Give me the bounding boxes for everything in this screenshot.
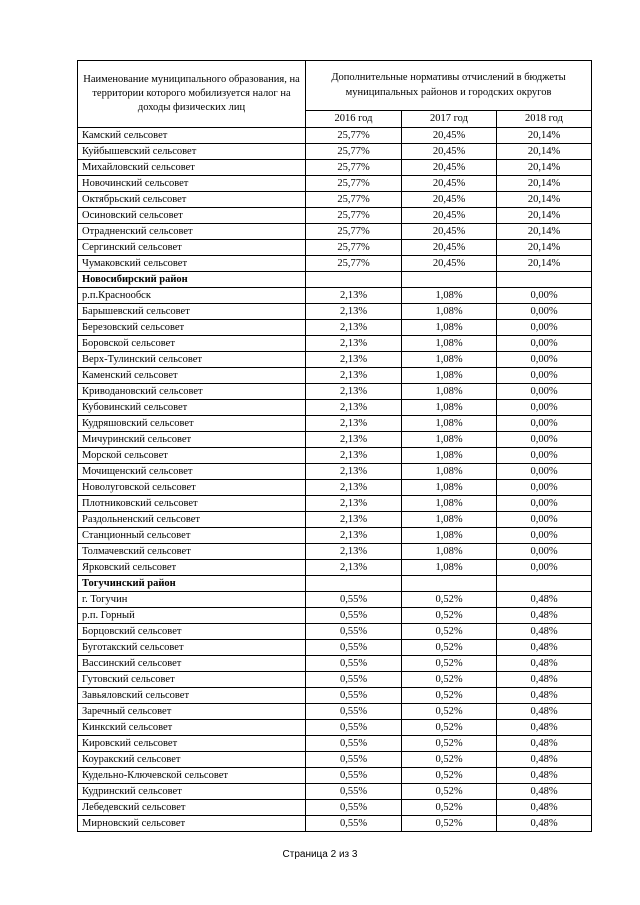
rate-cell: 25,77%	[306, 240, 402, 256]
rate-cell: 0,00%	[497, 512, 592, 528]
municipality-name: Каменский сельсовет	[78, 368, 306, 384]
rate-cell: 0,48%	[497, 640, 592, 656]
rate-cell: 2,13%	[306, 528, 402, 544]
municipality-name: Вассинский сельсовет	[78, 656, 306, 672]
municipality-name: Осиновский сельсовет	[78, 208, 306, 224]
table-row	[78, 400, 592, 416]
rate-cell: 25,77%	[306, 256, 402, 272]
table-row	[78, 160, 592, 176]
table-row	[78, 592, 592, 608]
rate-cell	[306, 272, 402, 288]
table-row	[78, 608, 592, 624]
rate-cell: 0,55%	[306, 592, 402, 608]
table-row	[78, 384, 592, 400]
rate-cell: 0,55%	[306, 624, 402, 640]
rate-cell: 0,52%	[402, 656, 497, 672]
rate-cell: 20,14%	[497, 144, 592, 160]
table-row	[78, 720, 592, 736]
rate-cell: 2,13%	[306, 544, 402, 560]
rate-cell: 0,00%	[497, 400, 592, 416]
rate-cell: 0,55%	[306, 640, 402, 656]
rate-cell: 25,77%	[306, 192, 402, 208]
rate-cell: 1,08%	[402, 464, 497, 480]
rate-cell: 0,52%	[402, 768, 497, 784]
rate-cell: 0,48%	[497, 656, 592, 672]
municipality-name: Плотниковский сельсовет	[78, 496, 306, 512]
rate-cell: 2,13%	[306, 560, 402, 576]
municipality-name: Верх-Тулинский сельсовет	[78, 352, 306, 368]
table-row	[78, 256, 592, 272]
rate-cell: 0,00%	[497, 320, 592, 336]
rate-cell: 20,45%	[402, 208, 497, 224]
rate-cell: 1,08%	[402, 384, 497, 400]
rate-cell: 0,48%	[497, 720, 592, 736]
table-row	[78, 624, 592, 640]
municipality-name: Кудельно-Ключевской сельсовет	[78, 768, 306, 784]
rate-cell: 0,00%	[497, 336, 592, 352]
table-row	[78, 416, 592, 432]
table-row	[78, 496, 592, 512]
table-row	[78, 432, 592, 448]
municipality-name: Кировский сельсовет	[78, 736, 306, 752]
municipality-name: Михайловский сельсовет	[78, 160, 306, 176]
rate-cell: 20,45%	[402, 224, 497, 240]
municipality-name: Морской сельсовет	[78, 448, 306, 464]
rate-cell: 1,08%	[402, 432, 497, 448]
rate-cell: 0,55%	[306, 816, 402, 832]
rate-cell: 0,55%	[306, 672, 402, 688]
column-header-year: 2018 год	[497, 110, 592, 127]
rate-cell: 20,14%	[497, 240, 592, 256]
rate-cell: 20,45%	[402, 192, 497, 208]
rate-cell: 0,55%	[306, 608, 402, 624]
rate-cell: 1,08%	[402, 368, 497, 384]
rate-cell	[306, 576, 402, 592]
rate-cell: 1,08%	[402, 448, 497, 464]
rate-cell: 0,52%	[402, 784, 497, 800]
municipality-name: Барышевский сельсовет	[78, 304, 306, 320]
rate-cell: 1,08%	[402, 336, 497, 352]
rate-cell: 2,13%	[306, 496, 402, 512]
table-row	[78, 448, 592, 464]
rate-cell: 0,48%	[497, 592, 592, 608]
municipality-name: р.п. Горный	[78, 608, 306, 624]
municipality-name: Коуракский сельсовет	[78, 752, 306, 768]
rate-cell: 0,00%	[497, 464, 592, 480]
rate-cell: 20,14%	[497, 208, 592, 224]
table-row	[78, 336, 592, 352]
municipality-name: Борцовский сельсовет	[78, 624, 306, 640]
municipality-name: Буготакский сельсовет	[78, 640, 306, 656]
rate-cell: 2,13%	[306, 464, 402, 480]
rate-cell: 1,08%	[402, 288, 497, 304]
municipality-name: Станционный сельсовет	[78, 528, 306, 544]
rate-cell: 0,52%	[402, 592, 497, 608]
column-header-municipality: Наименование муниципального образования, на территории которого мобилизуется налог на доходы физических лиц	[78, 61, 306, 128]
rate-cell: 0,55%	[306, 800, 402, 816]
rate-cell: 1,08%	[402, 304, 497, 320]
rate-cell: 25,77%	[306, 144, 402, 160]
table-row	[78, 480, 592, 496]
rate-cell: 0,55%	[306, 752, 402, 768]
table-row	[78, 688, 592, 704]
rate-cell: 1,08%	[402, 512, 497, 528]
rate-cell: 1,08%	[402, 320, 497, 336]
table-row	[78, 640, 592, 656]
page-number: Страница 2 из 3	[282, 849, 358, 860]
rate-cell: 2,13%	[306, 432, 402, 448]
table-row	[78, 544, 592, 560]
rate-cell: 0,00%	[497, 448, 592, 464]
rate-cell: 1,08%	[402, 416, 497, 432]
rate-cell: 20,14%	[497, 192, 592, 208]
rate-cell: 1,08%	[402, 560, 497, 576]
rate-cell: 0,00%	[497, 416, 592, 432]
rate-cell: 0,48%	[497, 672, 592, 688]
rate-cell: 2,13%	[306, 368, 402, 384]
table-row	[78, 128, 592, 144]
table-row	[78, 304, 592, 320]
municipality-name: Камский сельсовет	[78, 128, 306, 144]
municipality-name: Мичуринский сельсовет	[78, 432, 306, 448]
rate-cell: 20,14%	[497, 224, 592, 240]
rate-cell: 2,13%	[306, 288, 402, 304]
rate-cell: 0,00%	[497, 432, 592, 448]
rate-cell: 2,13%	[306, 400, 402, 416]
rate-cell: 0,52%	[402, 816, 497, 832]
rate-cell: 0,48%	[497, 608, 592, 624]
municipality-name: Боровской сельсовет	[78, 336, 306, 352]
rate-cell: 2,13%	[306, 336, 402, 352]
rate-cell: 0,00%	[497, 544, 592, 560]
rate-cell	[402, 576, 497, 592]
rate-cell	[402, 272, 497, 288]
rate-cell: 0,55%	[306, 704, 402, 720]
table-row	[78, 208, 592, 224]
rate-cell: 0,52%	[402, 688, 497, 704]
municipality-name: Новочинский сельсовет	[78, 176, 306, 192]
table-row	[78, 512, 592, 528]
rate-cell: 20,14%	[497, 176, 592, 192]
rate-cell: 0,00%	[497, 288, 592, 304]
table-row	[78, 192, 592, 208]
municipality-name: Раздольненский сельсовет	[78, 512, 306, 528]
rate-cell: 2,13%	[306, 512, 402, 528]
rate-cell: 1,08%	[402, 528, 497, 544]
municipality-name: Мирновский сельсовет	[78, 816, 306, 832]
municipality-name: Ярковский сельсовет	[78, 560, 306, 576]
region-header-row	[78, 576, 592, 592]
table-row	[78, 352, 592, 368]
rate-cell: 20,45%	[402, 144, 497, 160]
column-header-group: Дополнительные нормативы отчислений в бюджеты муниципальных районов и городских округов	[306, 61, 592, 111]
rate-cell	[497, 576, 592, 592]
rate-cell: 0,48%	[497, 752, 592, 768]
rate-cell: 0,52%	[402, 800, 497, 816]
rate-cell: 0,52%	[402, 672, 497, 688]
rate-cell: 2,13%	[306, 304, 402, 320]
rate-cell: 0,52%	[402, 608, 497, 624]
norms-table	[77, 60, 592, 832]
municipality-name: Кудряшовский сельсовет	[78, 416, 306, 432]
table-row	[78, 464, 592, 480]
municipality-name: Заречный сельсовет	[78, 704, 306, 720]
rate-cell: 0,48%	[497, 784, 592, 800]
rate-cell: 1,08%	[402, 496, 497, 512]
table-row	[78, 704, 592, 720]
rate-cell: 0,48%	[497, 688, 592, 704]
rate-cell: 20,45%	[402, 240, 497, 256]
municipality-name: г. Тогучин	[78, 592, 306, 608]
municipality-name: р.п.Краснообск	[78, 288, 306, 304]
region-header-row	[78, 272, 592, 288]
municipality-name: Криводановский сельсовет	[78, 384, 306, 400]
rate-cell: 0,55%	[306, 688, 402, 704]
rate-cell: 0,52%	[402, 704, 497, 720]
table-row	[78, 752, 592, 768]
municipality-name: Лебедевский сельсовет	[78, 800, 306, 816]
rate-cell: 20,45%	[402, 176, 497, 192]
region-name: Новосибирский район	[78, 272, 306, 288]
rate-cell: 0,48%	[497, 736, 592, 752]
rate-cell: 0,52%	[402, 736, 497, 752]
table-row	[78, 224, 592, 240]
rate-cell: 0,48%	[497, 816, 592, 832]
rate-cell: 0,48%	[497, 768, 592, 784]
table-body	[78, 128, 592, 832]
rate-cell: 0,00%	[497, 384, 592, 400]
rate-cell: 25,77%	[306, 208, 402, 224]
rate-cell: 0,48%	[497, 704, 592, 720]
rate-cell: 2,13%	[306, 416, 402, 432]
rate-cell: 1,08%	[402, 544, 497, 560]
rate-cell: 1,08%	[402, 400, 497, 416]
rate-cell: 0,52%	[402, 752, 497, 768]
rate-cell: 20,45%	[402, 256, 497, 272]
rate-cell: 25,77%	[306, 176, 402, 192]
rate-cell: 25,77%	[306, 160, 402, 176]
table-row	[78, 656, 592, 672]
table-row	[78, 368, 592, 384]
rate-cell	[497, 272, 592, 288]
rate-cell: 0,55%	[306, 736, 402, 752]
table-row	[78, 528, 592, 544]
rate-cell: 0,52%	[402, 624, 497, 640]
table-row	[78, 240, 592, 256]
rate-cell: 0,55%	[306, 656, 402, 672]
table-row	[78, 288, 592, 304]
municipality-name: Гутовский сельсовет	[78, 672, 306, 688]
rate-cell: 1,08%	[402, 480, 497, 496]
table-row	[78, 672, 592, 688]
municipality-name: Кубовинский сельсовет	[78, 400, 306, 416]
rate-cell: 20,14%	[497, 128, 592, 144]
rate-cell: 0,55%	[306, 768, 402, 784]
table-row	[78, 176, 592, 192]
table-row	[78, 736, 592, 752]
table-row	[78, 784, 592, 800]
rate-cell: 1,08%	[402, 352, 497, 368]
table-row	[78, 800, 592, 816]
rate-cell: 25,77%	[306, 128, 402, 144]
rate-cell: 2,13%	[306, 448, 402, 464]
rate-cell: 0,00%	[497, 560, 592, 576]
rate-cell: 2,13%	[306, 480, 402, 496]
municipality-name: Куйбышевский сельсовет	[78, 144, 306, 160]
municipality-name: Отрадненский сельсовет	[78, 224, 306, 240]
column-header-year: 2017 год	[402, 110, 497, 127]
municipality-name: Березовский сельсовет	[78, 320, 306, 336]
municipality-name: Октябрьский сельсовет	[78, 192, 306, 208]
municipality-name: Завьяловский сельсовет	[78, 688, 306, 704]
rate-cell: 0,55%	[306, 784, 402, 800]
rate-cell: 0,00%	[497, 368, 592, 384]
rate-cell: 2,13%	[306, 320, 402, 336]
table-row	[78, 320, 592, 336]
rate-cell: 20,14%	[497, 256, 592, 272]
rate-cell: 25,77%	[306, 224, 402, 240]
rate-cell: 0,52%	[402, 720, 497, 736]
municipality-name: Кудринский сельсовет	[78, 784, 306, 800]
rate-cell: 20,45%	[402, 128, 497, 144]
rate-cell: 0,48%	[497, 800, 592, 816]
municipality-name: Чумаковский сельсовет	[78, 256, 306, 272]
rate-cell: 0,00%	[497, 304, 592, 320]
table-row	[78, 816, 592, 832]
rate-cell: 2,13%	[306, 352, 402, 368]
table-row	[78, 768, 592, 784]
municipality-name: Толмачевский сельсовет	[78, 544, 306, 560]
rate-cell: 0,00%	[497, 352, 592, 368]
region-name: Тогучинский район	[78, 576, 306, 592]
rate-cell: 20,45%	[402, 160, 497, 176]
rate-cell: 0,00%	[497, 496, 592, 512]
municipality-name: Сергинский сельсовет	[78, 240, 306, 256]
rate-cell: 0,00%	[497, 528, 592, 544]
municipality-name: Кинкский сельсовет	[78, 720, 306, 736]
table-row	[78, 144, 592, 160]
rate-cell: 20,14%	[497, 160, 592, 176]
rate-cell: 0,48%	[497, 624, 592, 640]
municipality-name: Новолуговской сельсовет	[78, 480, 306, 496]
table-row	[78, 560, 592, 576]
rate-cell: 0,00%	[497, 480, 592, 496]
rate-cell: 2,13%	[306, 384, 402, 400]
column-header-year: 2016 год	[306, 110, 402, 127]
rate-cell: 0,55%	[306, 720, 402, 736]
rate-cell: 0,52%	[402, 640, 497, 656]
municipality-name: Мочищенский сельсовет	[78, 464, 306, 480]
